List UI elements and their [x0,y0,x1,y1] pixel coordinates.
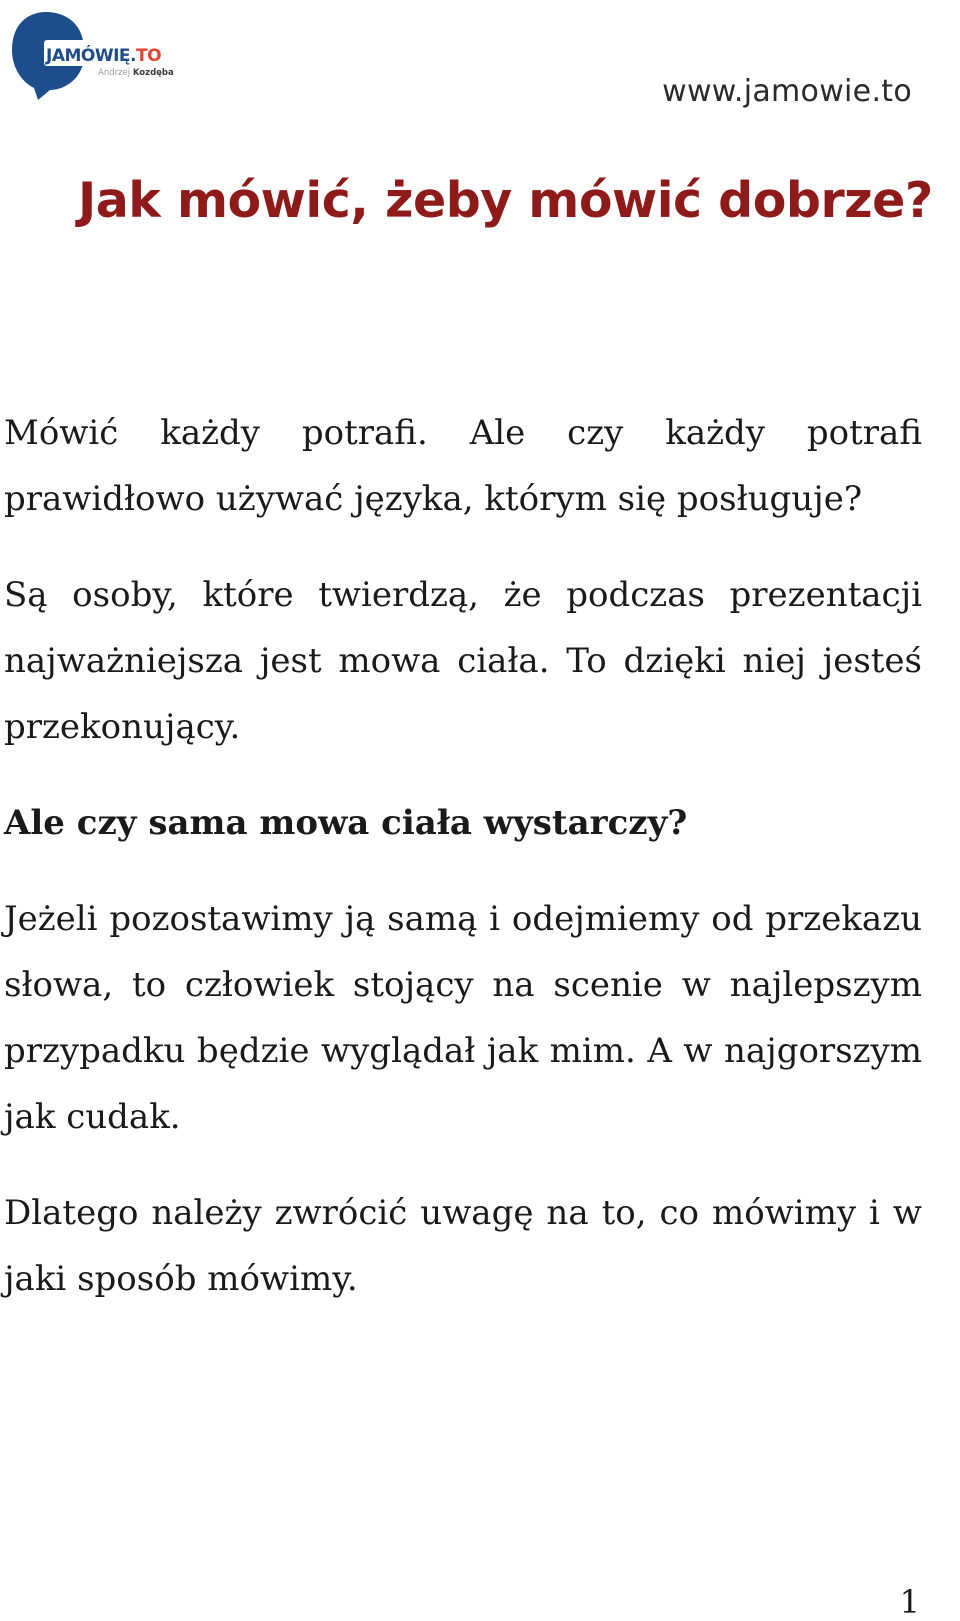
paragraph-question: Ale czy sama mowa ciała wystarczy? [4,803,688,843]
page-title: Jak mówić, żeby mówić dobrze? [78,172,933,229]
paragraph-intro: Mówić każdy potrafi. Ale czy każdy potrafi prawidłowo używać języka, którym się posługuje? [4,413,922,519]
logo-brand-ja: JA [46,46,65,66]
logo-brand-mowie: MÓWIĘ. [64,46,137,66]
logo-author [98,68,174,78]
paragraph-body-language: Są osoby, które twierdzą, że podczas prezentacji najważniejsza jest mowa ciała. To dzięki niej jesteś przekonujący. [4,575,922,747]
paragraph-mime: Jeżeli pozostawimy ją samą i odejmiemy od przekazu słowa, to człowiek stojący na scenie w najlepszym przypadku będzie wyglądał jak mim. A w najgorszym jak cudak. [4,899,922,1137]
article-body [4,400,922,1342]
logo-author-first: Andrzej [98,68,131,78]
paragraph-conclusion: Dlatego należy zwrócić uwagę na to, co mówimy i w jaki sposób mówimy. [4,1193,922,1299]
logo-author-last: Kozdęba [132,68,174,78]
logo-brand-to: TO [136,46,162,66]
page-number: 1 [899,1583,920,1621]
jamowie-logo [10,10,180,100]
page-header [0,0,960,130]
logo-brand-text [46,46,161,66]
site-url: www.jamowie.to [662,74,912,109]
